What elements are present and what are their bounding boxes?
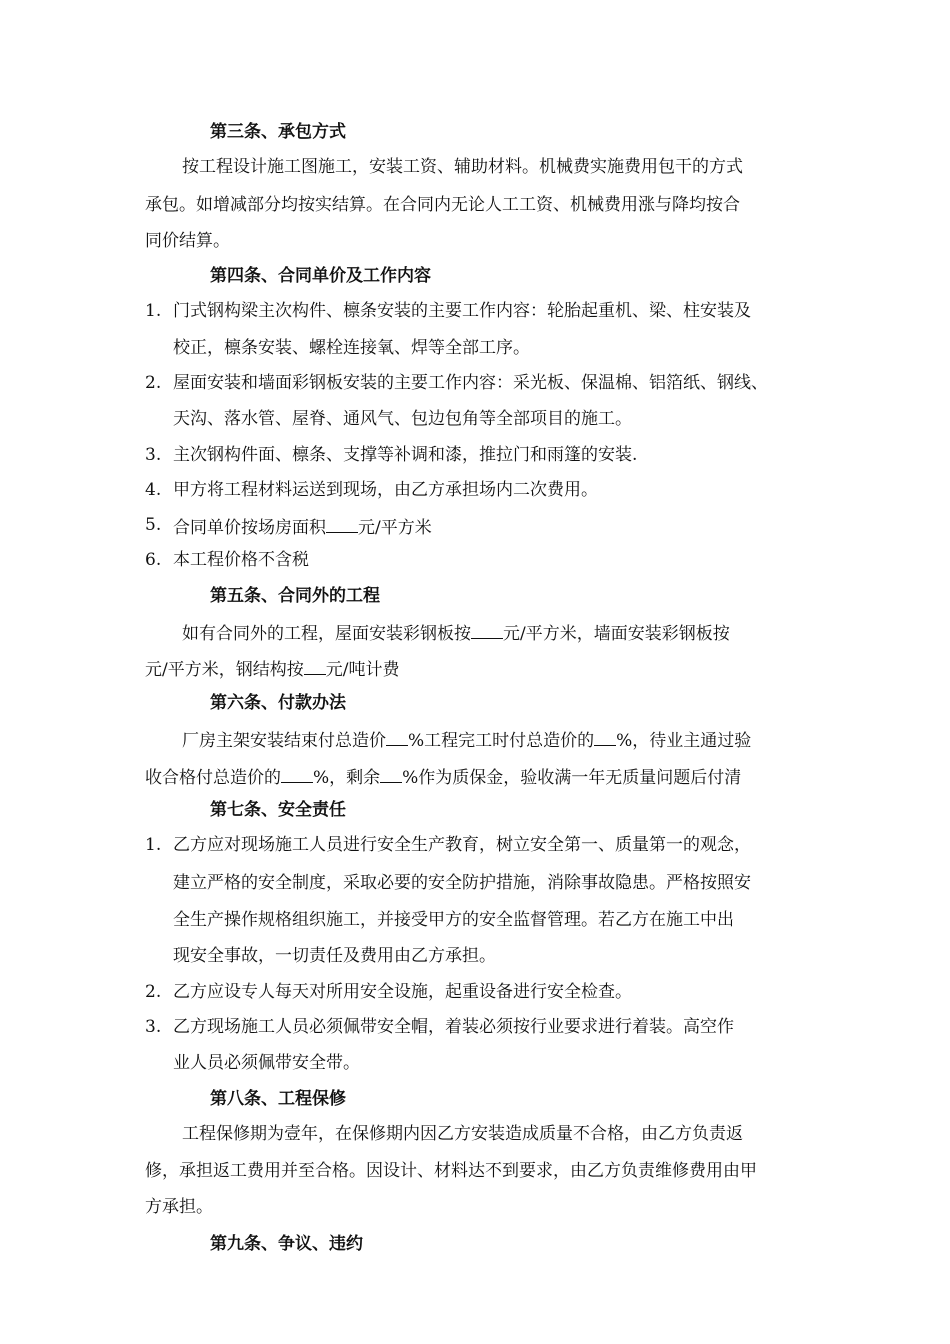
section-7-item-1-number: 1.: [145, 835, 162, 855]
fill-blank: [386, 727, 408, 746]
fill-blank: [471, 620, 503, 639]
section-8-line-2: 修，承担返工费用并至合格。因设计、材料达不到要求，由乙方负责维修费用由甲: [145, 1161, 757, 1181]
fill-blank: [594, 727, 616, 746]
section-5-line-1: 如有合同外的工程，屋面安装彩钢板按 元/平方米，墙面安装彩钢板按: [182, 620, 730, 645]
section-7-item-3-number: 3.: [145, 1017, 162, 1037]
section-5-line-2: 元/平方米，钢结构按 元/吨计费: [145, 656, 399, 681]
section-4-item-1-number: 1.: [145, 301, 162, 321]
section-4-item-6-text: 本工程价格不含税: [173, 550, 309, 570]
section-4-item-2-line-1: 屋面安装和墙面彩钢板安装的主要工作内容：采光板、保温棉、铝箔纸、钢线、: [173, 373, 768, 393]
section-4-item-2-line-2: 天沟、落水管、屋脊、通风气、包边包角等全部项目的施工。: [173, 409, 632, 429]
section-4-item-4-number: 4.: [145, 480, 162, 500]
section-7-item-1-line-2: 建立严格的安全制度，采取必要的安全防护措施，消除事故隐患。严格按照安: [173, 873, 751, 893]
section-7-item-2-text: 乙方应设专人每天对所用安全设施，起重设备进行安全检查。: [173, 982, 632, 1002]
section-7-item-1-line-3: 全生产操作规格组织施工，并接受甲方的安全监督管理。若乙方在施工中出: [173, 910, 734, 930]
section-9-heading: 第九条、争议、违约: [210, 1234, 363, 1254]
section-4-heading: 第四条、合同单价及工作内容: [210, 266, 431, 286]
section-4-item-3-number: 3.: [145, 445, 162, 465]
section-4-item-5-text: 合同单价按场房面积 元/平方米: [173, 514, 432, 539]
section-6-line-2: 收合格付总造价的 %，剩余 %作为质保金，验收满一年无质量问题后付清: [145, 764, 741, 789]
section-7-item-1-line-4: 现安全事故，一切责任及费用由乙方承担。: [173, 946, 496, 966]
section-8-line-3: 方承担。: [145, 1197, 213, 1217]
fill-blank: [326, 514, 358, 533]
section-7-heading: 第七条、安全责任: [210, 800, 346, 820]
section-3-line-3: 同价结算。: [145, 231, 230, 251]
section-3-heading: 第三条、承包方式: [210, 122, 346, 142]
section-8-line-1: 工程保修期为壹年，在保修期内因乙方安装造成质量不合格，由乙方负责返: [182, 1124, 743, 1144]
section-8-heading: 第八条、工程保修: [210, 1089, 346, 1109]
section-6-line-1: 厂房主架安装结束付总造价 %工程完工时付总造价的 %，待业主通过验: [182, 727, 751, 752]
section-4-item-5-number: 5.: [145, 515, 162, 535]
section-4-item-1-line-1: 门式钢构梁主次构件、檩条安装的主要工作内容：轮胎起重机、梁、柱安装及: [173, 301, 751, 321]
fill-blank: [304, 656, 326, 675]
section-3-line-1: 按工程设计施工图施工，安装工资、辅助材料。机械费实施费用包干的方式: [182, 157, 743, 177]
section-4-item-1-line-2: 校正，檩条安装、螺栓连接氧、焊等全部工序。: [173, 338, 530, 358]
section-4-item-6-number: 6.: [145, 550, 162, 570]
section-4-item-2-number: 2.: [145, 373, 162, 393]
section-7-item-3-line-1: 乙方现场施工人员必须佩带安全帽，着装必须按行业要求进行着装。高空作: [173, 1017, 734, 1037]
section-7-item-1-line-1: 乙方应对现场施工人员进行安全生产教育，树立安全第一、质量第一的观念，: [173, 835, 751, 855]
section-7-item-2-number: 2.: [145, 982, 162, 1002]
section-7-item-3-line-2: 业人员必须佩带安全带。: [173, 1053, 360, 1073]
section-5-heading: 第五条、合同外的工程: [210, 586, 380, 606]
fill-blank: [380, 764, 402, 783]
section-3-line-2: 承包。如增减部分均按实结算。在合同内无论人工工资、机械费用涨与降均按合: [145, 195, 740, 215]
section-4-item-4-text: 甲方将工程材料运送到现场，由乙方承担场内二次费用。: [173, 480, 598, 500]
section-4-item-3-text: 主次钢构件面、檩条、支撑等补调和漆，推拉门和雨篷的安装.: [173, 445, 638, 465]
section-6-heading: 第六条、付款办法: [210, 693, 346, 713]
fill-blank: [281, 764, 313, 783]
